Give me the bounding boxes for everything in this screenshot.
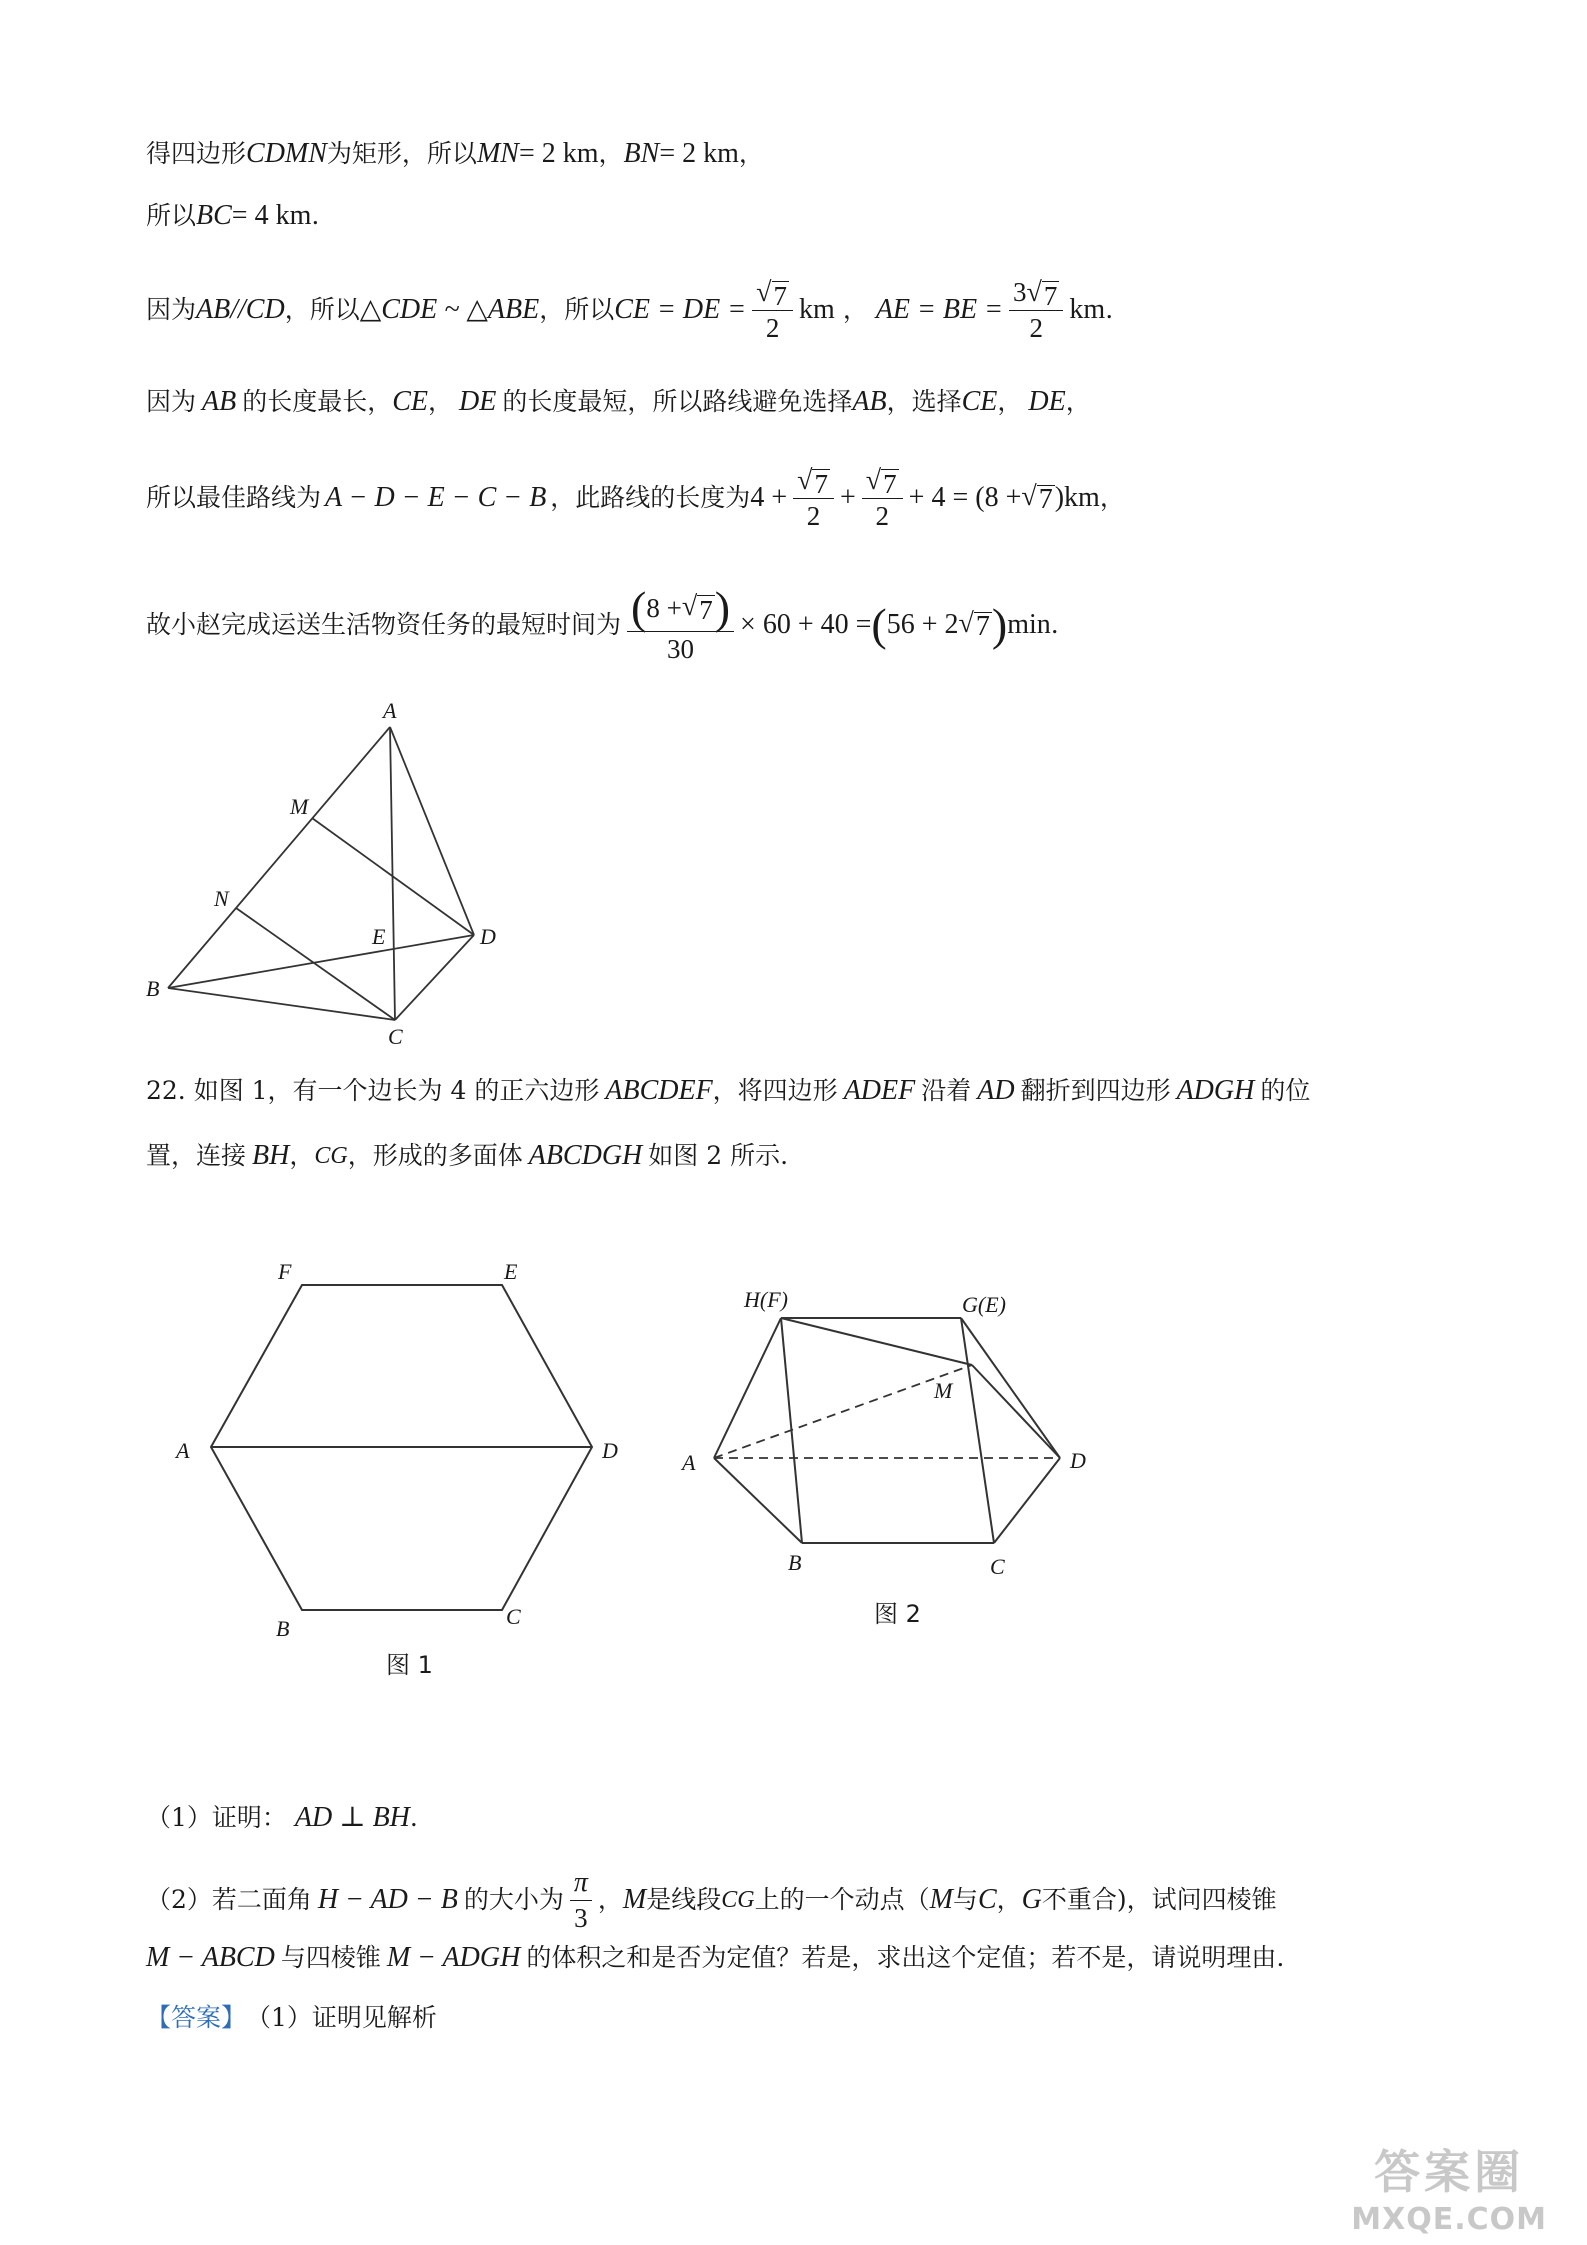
math-bn: BN xyxy=(623,138,660,169)
label-h-f: H(F) xyxy=(744,1287,788,1312)
math-adef: ADEF xyxy=(843,1075,916,1106)
figure-2-caption: 图 2 xyxy=(874,1600,921,1628)
radicand: 7 xyxy=(1038,484,1053,515)
math-cdmn: CDMN xyxy=(246,138,327,169)
text: 如图 2 所示. xyxy=(648,1141,789,1170)
unit: km xyxy=(799,294,835,325)
fraction: √ 7 2 xyxy=(752,275,793,345)
label-n: N xyxy=(214,886,229,911)
answer-line xyxy=(146,2000,437,2036)
text: ， xyxy=(597,1885,623,1914)
edge-cd xyxy=(994,1458,1060,1543)
label-a: A xyxy=(176,1438,190,1463)
problem-line-1 xyxy=(146,1073,1310,1109)
text: 的体积之和是否为定值？若是，求出这个定值；若不是，请说明理由. xyxy=(526,1943,1285,1972)
label-e: E xyxy=(504,1259,518,1284)
text: ， xyxy=(996,1885,1022,1914)
text: ，所以 xyxy=(539,295,615,324)
math-term: 8 + xyxy=(646,592,682,623)
math-bh: BH xyxy=(252,1140,290,1171)
text: （1）证明： xyxy=(146,1803,287,1832)
math-ad-perp-bh: AD ⊥ BH xyxy=(294,1802,410,1833)
denominator: 30 xyxy=(667,633,695,664)
radicand: 7 xyxy=(975,611,990,642)
label-f: F xyxy=(278,1259,292,1284)
text: ， xyxy=(428,387,454,416)
label-b: B xyxy=(276,1616,290,1641)
unit: min xyxy=(1007,609,1051,640)
sqrt: √ 7 xyxy=(1021,481,1053,515)
label-c: C xyxy=(388,1024,403,1049)
text: 所以最佳路线为 xyxy=(146,483,322,512)
text: 因为 xyxy=(146,387,197,416)
label-a: A xyxy=(383,698,397,723)
solution-line-3 xyxy=(146,270,1113,350)
solution-line-5 xyxy=(146,458,1125,538)
part-1 xyxy=(146,1800,418,1836)
edge-ac xyxy=(390,727,395,1020)
coefficient: 3 xyxy=(1013,277,1027,307)
math-ce: CE xyxy=(961,386,998,417)
fraction: √ 7 2 xyxy=(793,463,834,533)
radicand: 7 xyxy=(1043,281,1058,311)
math-similar: △CDE ~ △ABE xyxy=(359,294,540,325)
denominator: 2 xyxy=(875,501,889,531)
text: ，选择 xyxy=(886,387,962,416)
fraction-pi-3 xyxy=(570,1866,592,1935)
math-value: = 2 km xyxy=(659,138,739,169)
radicand: 7 xyxy=(773,281,788,311)
text: 得四边形 xyxy=(146,139,247,168)
math-cg: CG xyxy=(721,1887,755,1913)
watermark-logo xyxy=(1351,2136,1547,2237)
math-de: DE xyxy=(459,386,497,417)
math-de: DE xyxy=(1028,386,1066,417)
text: 因为 xyxy=(146,295,197,324)
sqrt: √ 7 xyxy=(958,608,990,642)
label-d: D xyxy=(480,924,496,949)
text: ， xyxy=(997,387,1023,416)
text: ，此路线的长度为 xyxy=(550,483,751,512)
math-m: M xyxy=(929,1884,953,1915)
math-ad: AD xyxy=(977,1075,1015,1106)
text: 所以 xyxy=(146,201,197,230)
math-term: + 4 = (8 + xyxy=(908,482,1022,513)
math-term: × 60 + 40 = xyxy=(740,609,872,640)
text: 与 xyxy=(952,1885,978,1914)
answer-text: （1）证明见解析 xyxy=(246,2003,437,2032)
math-bc: BC xyxy=(196,200,232,231)
edge-bd xyxy=(168,935,474,988)
math-value: = 2 km xyxy=(518,138,599,169)
text: 的长度最短，所以路线避免选择 xyxy=(502,387,853,416)
math-term: 56 + 2 xyxy=(886,609,959,640)
text: . xyxy=(409,1803,418,1832)
edge-gd xyxy=(961,1318,1060,1458)
solution-line-2 xyxy=(146,198,319,234)
problem-line-2 xyxy=(146,1138,788,1174)
text: 不重合)，试问四棱锥 xyxy=(1041,1885,1277,1914)
denominator: 2 xyxy=(806,501,821,531)
label-c: C xyxy=(990,1554,1005,1579)
text: 置，连接 xyxy=(146,1141,247,1170)
math-c: C xyxy=(977,1884,997,1915)
denominator: 3 xyxy=(574,1902,588,1933)
radicand: 7 xyxy=(814,469,828,499)
denominator: 2 xyxy=(1029,313,1043,343)
math-term: 4 + xyxy=(750,482,788,513)
text: 的长度最长， xyxy=(242,387,393,416)
text: 为矩形，所以 xyxy=(326,139,477,168)
label-b: B xyxy=(146,976,160,1001)
edge-md xyxy=(972,1365,1060,1458)
text: ， xyxy=(598,139,624,168)
radicand: 7 xyxy=(699,594,713,625)
text: 是线段 xyxy=(646,1885,722,1914)
fraction: ( 8 + √ 7 ) 30 xyxy=(627,585,734,666)
part-2-line-1 xyxy=(146,1860,1277,1940)
solution-line-6 xyxy=(146,580,1059,670)
edge-bc xyxy=(168,988,395,1020)
math-value: = 4 km xyxy=(231,200,312,231)
paren: ( xyxy=(871,599,887,650)
label-a: A xyxy=(682,1450,696,1475)
text: 与四棱锥 xyxy=(280,1943,381,1972)
text: （2）若二面角 xyxy=(146,1885,312,1914)
fraction: √ 7 2 xyxy=(862,463,903,533)
part-2-line-2 xyxy=(146,1940,1284,1976)
label-m: M xyxy=(290,794,309,819)
math-m: M xyxy=(622,1884,647,1915)
math-pyramid-adgh: M − ADGH xyxy=(386,1942,521,1973)
math-ab: AB xyxy=(202,386,237,417)
fraction: 3 √ 7 2 xyxy=(1009,275,1063,345)
edge-ab xyxy=(714,1458,802,1543)
math-ce-de: CE = DE = xyxy=(614,294,747,325)
text: 上的一个动点（ xyxy=(754,1885,930,1914)
text: ， xyxy=(738,139,764,168)
label-g-e: G(E) xyxy=(962,1292,1006,1317)
text: ，形成的多面体 xyxy=(347,1141,523,1170)
math-ab: AB xyxy=(852,386,887,417)
text: 翻折到四边形 xyxy=(1020,1076,1171,1105)
math-ae-be: AE = BE = xyxy=(875,294,1004,325)
text: ， xyxy=(842,295,868,324)
edge-cd xyxy=(395,935,474,1020)
unit: )km xyxy=(1054,482,1100,513)
math-adgh: ADGH xyxy=(1176,1075,1255,1106)
math-pyramid-abcd: M − ABCD xyxy=(146,1942,275,1973)
text: 的位 xyxy=(1260,1076,1311,1105)
text: ， xyxy=(1065,387,1091,416)
figure-1-caption: 图 1 xyxy=(386,1651,433,1679)
math-mn: MN xyxy=(476,138,519,169)
text: 的大小为 xyxy=(463,1885,564,1914)
label-c: C xyxy=(506,1604,521,1629)
label-b: B xyxy=(788,1550,802,1575)
math-g: G xyxy=(1021,1884,1042,1915)
edge-gc xyxy=(961,1318,994,1543)
text: ，所以 xyxy=(284,295,360,324)
paren: ) xyxy=(991,599,1008,650)
text: 22. 如图 1，有一个边长为 4 的正六边形 xyxy=(146,1076,600,1105)
solution-line-4 xyxy=(146,384,1091,420)
label-d: D xyxy=(602,1438,618,1463)
figure-2-polyhedron xyxy=(680,1280,1120,1650)
math-dihedral: H − AD − B xyxy=(317,1884,458,1915)
text: . xyxy=(1105,295,1114,324)
watermark-title: 答案圈 xyxy=(1374,2145,1525,2199)
watermark-url: MXQE.COM xyxy=(1351,2202,1547,2237)
figure-1-hexagon xyxy=(150,1240,650,1680)
math-plus: + xyxy=(839,482,856,513)
text: 故小赵完成运送生活物资任务的最短时间为 xyxy=(146,610,622,639)
label-m: M xyxy=(934,1378,953,1403)
triangle-figure xyxy=(130,690,530,1070)
math-cg: CG xyxy=(314,1143,348,1169)
math-ce: CE xyxy=(392,386,429,417)
solution-line-1 xyxy=(146,136,764,172)
edge-hm xyxy=(781,1318,972,1365)
math-abcdgh: ABCDGH xyxy=(528,1140,643,1171)
math-abcdef: ABCDEF xyxy=(605,1075,713,1106)
text: 沿着 xyxy=(921,1076,972,1105)
denominator: 2 xyxy=(765,313,780,343)
label-d: D xyxy=(1070,1448,1086,1473)
edge-ab xyxy=(168,727,390,988)
math-parallel: AB//CD xyxy=(196,294,285,325)
answer-tag: 【答案】 xyxy=(146,2003,247,2032)
text: ， xyxy=(1099,483,1125,512)
math-route: A − D − E − C − B xyxy=(325,482,547,513)
text: ， xyxy=(289,1141,315,1170)
label-e: E xyxy=(372,924,386,949)
unit: km xyxy=(1069,294,1106,325)
numerator: π xyxy=(570,1866,592,1901)
text: . xyxy=(311,201,320,230)
text: . xyxy=(1050,610,1059,639)
radicand: 7 xyxy=(883,469,897,499)
text: ，将四边形 xyxy=(712,1076,838,1105)
